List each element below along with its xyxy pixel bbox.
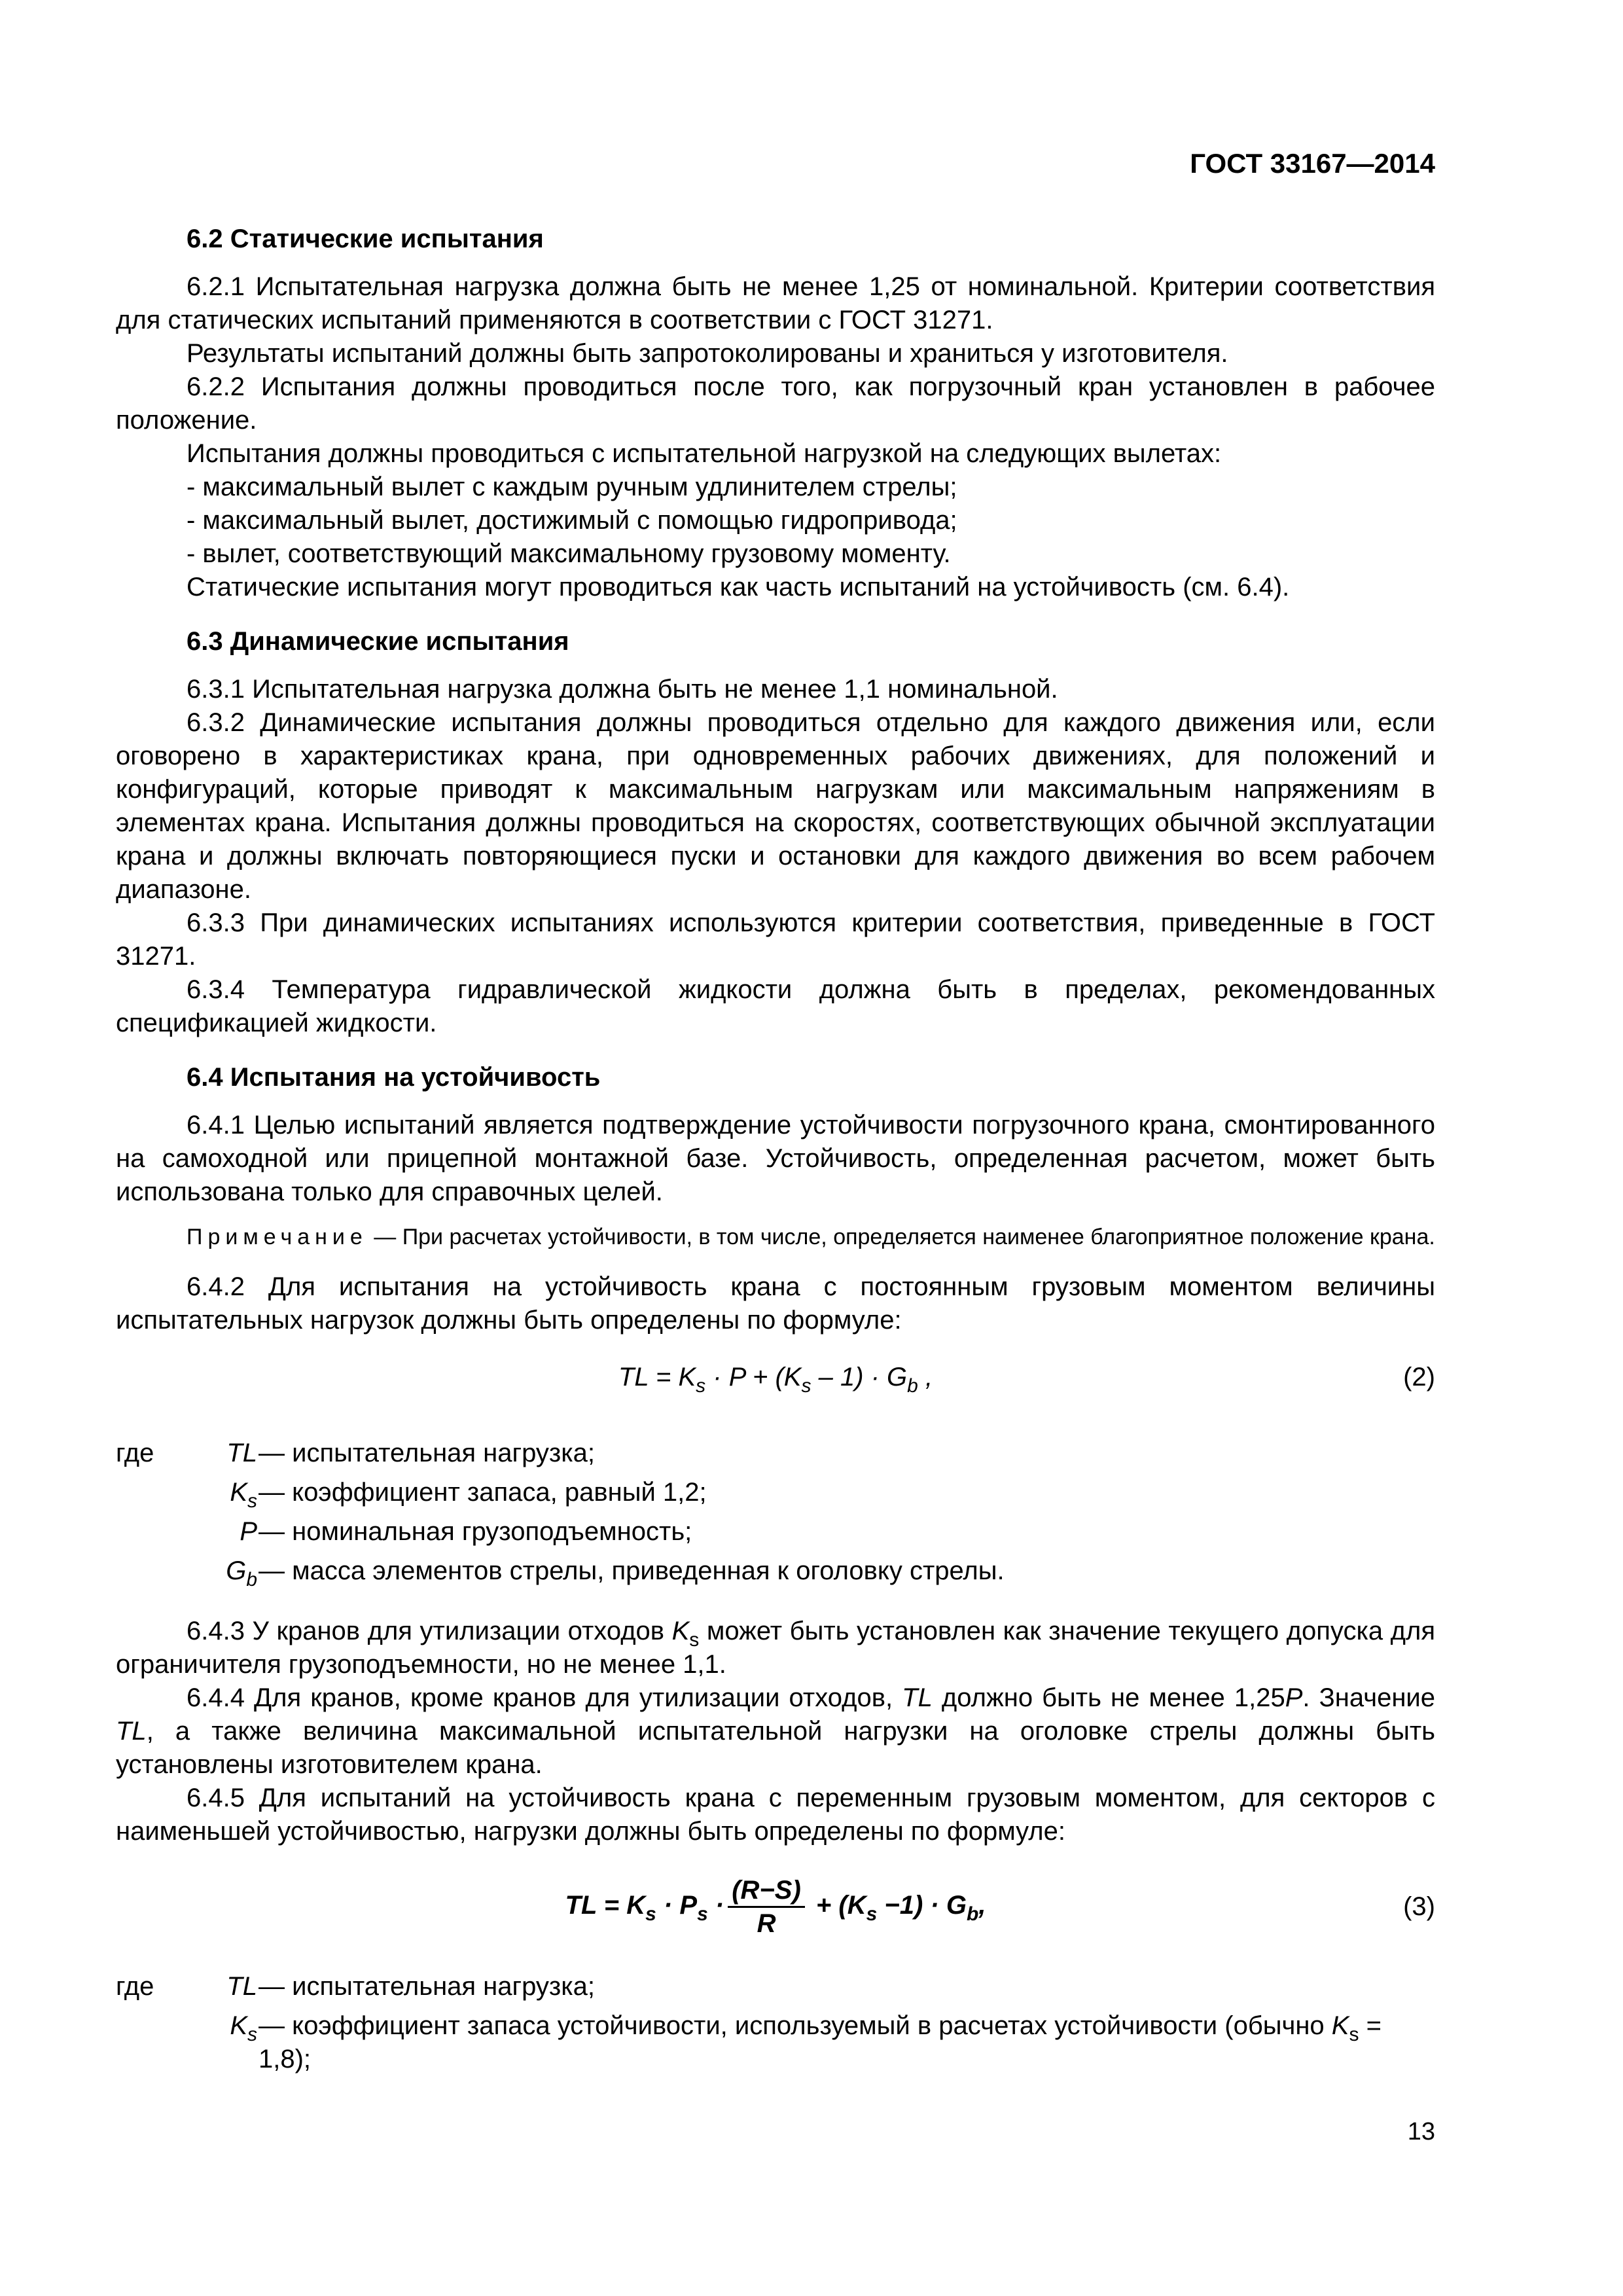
where-row: где TL — испытательная нагрузка; bbox=[116, 1439, 595, 1467]
paragraph-6-4-4: 6.4.4 Для кранов, кроме кранов для утилизации отходов, TL должно быть не менее 1,25P. Значение TL, а также величина максимальной испытательной нагрузки на оголовке стрелы должны быть установлены изготовителем крана. bbox=[116, 1683, 1435, 1779]
paragraph: Результаты испытаний должны быть запротоколированы и храниться у изготовителя. bbox=[187, 339, 1228, 368]
formula-3 bbox=[116, 1872, 1435, 1944]
where-row: где TL — испытательная нагрузка; bbox=[116, 1972, 595, 2001]
formula-3-number: (3) bbox=[1403, 1892, 1435, 1921]
paragraph-6-4-1: 6.4.1 Целью испытаний является подтверждение устойчивости погрузочного крана, смонтированного на самоходной или прицепной монтажной базе. Устойчивость, определенная расчетом, может быть использована только для справочных целей. bbox=[116, 1111, 1435, 1206]
page-number: 13 bbox=[1407, 2118, 1435, 2145]
paragraph-6-3-3: 6.3.3 При динамических испытаниях используются критерии соответствия, приведенные в ГОСТ 31271. bbox=[116, 908, 1435, 971]
note-label: Примечание bbox=[187, 1225, 368, 1249]
where-row: $G_b$ — масса элементов стрелы, приведенная к оголовку стрелы. bbox=[226, 1556, 1005, 1590]
paragraph-6-2-1: 6.2.1 Испытательная нагрузка должна быть не менее 1,25 от номинальной. Критерии соответствия для статических испытаний применяются в соответствии с ГОСТ 31271. bbox=[116, 272, 1435, 334]
paragraph-6-3-4: 6.3.4 Температура гидравлической жидкости должна быть в пределах, рекомендованных спецификацией жидкости. bbox=[116, 975, 1435, 1037]
list-item: - максимальный вылет с каждым ручным удлинителем стрелы; bbox=[187, 473, 957, 501]
document-body bbox=[116, 223, 1435, 2073]
paragraph-6-3-1: 6.3.1 Испытательная нагрузка должна быть не менее 1,1 номинальной. bbox=[187, 675, 1058, 704]
section-6-2-title: 6.2 Статические испытания bbox=[187, 224, 544, 253]
note bbox=[116, 1222, 1435, 1252]
formula-2 bbox=[116, 1361, 1435, 1410]
document-code: ГОСТ 33167—2014 bbox=[1190, 148, 1435, 179]
formula-3-fraction: $\frac{(R-S)}{R}$ bbox=[728, 1874, 805, 1939]
paragraph-6-3-2: 6.3.2 Динамические испытания должны проводиться отдельно для каждого движения или, если оговорено в характеристиках крана, при одновременных рабочих движениях, для положений и конфигураций, которые приводят к максимальным нагрузкам или максимальным напряжениям в элементах крана. Испытания должны проводиться на скоростях, соответствующих обычной эксплуатации крана и должны включать повторяющиеся пуски и остановки для каждого движения во всем рабочем диапазоне. bbox=[116, 708, 1435, 904]
paragraph: Испытания должны проводиться с испытательной нагрузкой на следующих вылетах: bbox=[187, 439, 1222, 468]
where-row: $K_s$ — коэффициент запаса устойчивости, используемый в расчетах устойчивости (обычно $K_s = 1,8$); bbox=[230, 2011, 1382, 2073]
formula-3-expression: TL = $K_s \cdot P_s$ · $\frac{(R-S)}{R}$ + $(K_s -1) \cdot G_b$, bbox=[565, 1876, 986, 1938]
section-6-4-title: 6.4 Испытания на устойчивость bbox=[187, 1063, 601, 1092]
where-row: $K_s$ — коэффициент запаса, равный 1,2; bbox=[230, 1478, 707, 1512]
paragraph-6-4-5: 6.4.5 Для испытаний на устойчивость крана с переменным грузовым моментом, для секторов с наименьшей устойчивостью, нагрузки должны быть определены по формуле: bbox=[116, 1784, 1435, 1846]
list-item: - вылет, соответствующий максимальному грузовому моменту. bbox=[187, 539, 951, 568]
note-text: — При расчетах устойчивости, в том числе, определяется наименее благоприятное положение крана. bbox=[367, 1225, 1435, 1249]
list-item: - максимальный вылет, достижимый с помощью гидропривода; bbox=[187, 506, 957, 535]
paragraph: Статические испытания могут проводиться как часть испытаний на устойчивость (см. 6.4). bbox=[187, 573, 1290, 601]
paragraph-6-4-2: 6.4.2 Для испытания на устойчивость крана с постоянным грузовым моментом величины испытательных нагрузок должны быть определены по формуле: bbox=[116, 1272, 1435, 1335]
section-6-3-title: 6.3 Динамические испытания bbox=[187, 627, 569, 656]
paragraph-6-4-3: 6.4.3 У кранов для утилизации отходов $K_s$ может быть установлен как значение текущего допуска для ограничителя грузоподъемности, но не менее 1,1. bbox=[116, 1617, 1435, 1679]
formula-2-expression: TL = $K_s \cdot P + (K_s - 1) \cdot G_b$ , bbox=[618, 1363, 933, 1397]
formula-2-number: (2) bbox=[1403, 1363, 1435, 1391]
where-row: P — номинальная грузоподъемность; bbox=[240, 1517, 692, 1546]
paragraph-6-2-2: 6.2.2 Испытания должны проводиться после того, как погрузочный кран установлен в рабочее положение. bbox=[116, 372, 1435, 435]
